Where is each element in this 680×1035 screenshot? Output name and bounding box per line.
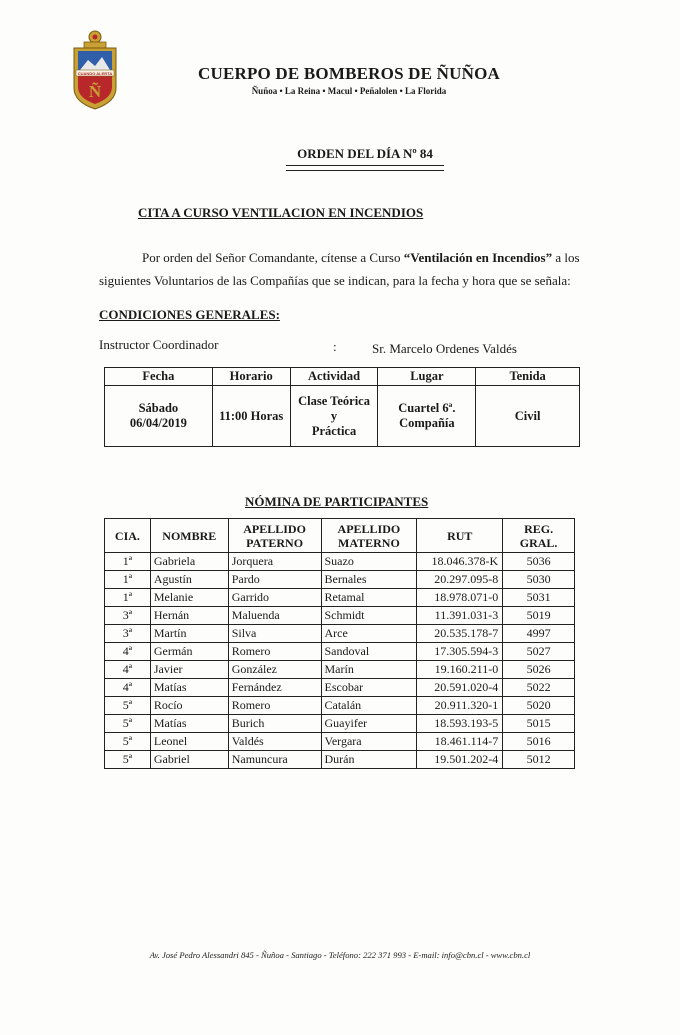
reg-gral-cell: 5020 (503, 697, 575, 715)
schedule-row (105, 386, 580, 447)
cia-cell: 5ª (105, 751, 151, 769)
reg-gral-cell: 5012 (503, 751, 575, 769)
header-paterno-line-2: PATERNO (246, 535, 304, 550)
rut-cell: 19.501.202-4 (417, 751, 503, 769)
nombre-cell: Gabriel (150, 751, 228, 769)
reg-gral-cell: 5031 (503, 589, 575, 607)
rut-cell: 20.911.320-1 (417, 697, 503, 715)
table-row (105, 697, 575, 715)
order-title-double-rule (286, 165, 444, 171)
nombre-cell: Agustín (150, 571, 228, 589)
header-apellido-paterno (228, 519, 321, 553)
subject-heading: CITA A CURSO VENTILACION EN INCENDIOS (138, 205, 424, 220)
cia-cell: 3ª (105, 625, 151, 643)
apellido-paterno-cell: Valdés (228, 733, 321, 751)
instructor-label: Instructor Coordinador (99, 337, 219, 352)
shield-emblem-icon (70, 26, 120, 110)
instructor-name: Sr. Marcelo Ordenes Valdés (372, 341, 517, 356)
header-reg-line-2: GRAL. (519, 535, 558, 550)
table-row (105, 643, 575, 661)
cia-cell: 1ª (105, 571, 151, 589)
apellido-materno-cell: Sandoval (321, 643, 417, 661)
nombre-cell: Leonel (150, 733, 228, 751)
table-row (105, 751, 575, 769)
reg-gral-cell: 5015 (503, 715, 575, 733)
schedule-lugar-cell (378, 386, 476, 447)
summons-line-1 (99, 246, 595, 269)
cia-cell: 4ª (105, 643, 151, 661)
logo-banner-text: CUANDO ALERTA (77, 71, 113, 76)
apellido-materno-cell: Durán (321, 751, 417, 769)
table-row (105, 589, 575, 607)
apellido-paterno-cell: Romero (228, 643, 321, 661)
cia-cell: 3ª (105, 607, 151, 625)
nombre-cell: Matías (150, 715, 228, 733)
apellido-materno-cell: Escobar (321, 679, 417, 697)
reg-gral-cell: 5016 (503, 733, 575, 751)
apellido-materno-cell: Retamal (321, 589, 417, 607)
header-materno-line-1: APELLIDO (337, 521, 401, 536)
rut-cell: 20.591.020-4 (417, 679, 503, 697)
apellido-paterno-cell: Burich (228, 715, 321, 733)
table-row (105, 607, 575, 625)
apellido-paterno-cell: Namuncura (228, 751, 321, 769)
rut-cell: 19.160.211-0 (417, 661, 503, 679)
participants-heading: NÓMINA DE PARTICIPANTES (245, 494, 429, 509)
schedule-header-row (105, 368, 580, 386)
schedule-fecha-cell (105, 386, 213, 447)
rut-cell: 20.297.095-8 (417, 571, 503, 589)
rut-cell: 18.593.193-5 (417, 715, 503, 733)
participants-body (105, 553, 575, 769)
table-row (105, 679, 575, 697)
participants-header-row (105, 519, 575, 553)
fire-department-logo (70, 26, 120, 110)
header-materno-line-2: MATERNO (338, 535, 400, 550)
course-name: “Ventilación en Incendios” (403, 250, 553, 265)
nombre-cell: Rocío (150, 697, 228, 715)
participants-table (104, 518, 575, 769)
schedule-lugar-line-2: Compañía (399, 416, 455, 430)
reg-gral-cell: 5022 (503, 679, 575, 697)
reg-gral-cell: 5019 (503, 607, 575, 625)
nombre-cell: Martín (150, 625, 228, 643)
rut-cell: 18.461.114-7 (417, 733, 503, 751)
apellido-materno-cell: Arce (321, 625, 417, 643)
header-reg-line-1: REG. (524, 521, 554, 536)
table-row (105, 625, 575, 643)
schedule-header-horario: Horario (212, 368, 290, 386)
cia-cell: 5ª (105, 715, 151, 733)
cia-cell: 5ª (105, 733, 151, 751)
apellido-materno-cell: Guayifer (321, 715, 417, 733)
apellido-materno-cell: Catalán (321, 697, 417, 715)
schedule-header-actividad: Actividad (290, 368, 378, 386)
schedule-horario-cell: 11:00 Horas (212, 386, 290, 447)
table-row (105, 733, 575, 751)
summons-text-start: Por orden del Señor Comandante, cítense a Curso (142, 250, 404, 265)
table-row (105, 715, 575, 733)
header-reg-gral (503, 519, 575, 553)
order-title: ORDEN DEL DÍA Nº 84 (297, 146, 433, 161)
reg-gral-cell: 5026 (503, 661, 575, 679)
nombre-cell: Javier (150, 661, 228, 679)
reg-gral-cell: 4997 (503, 625, 575, 643)
apellido-paterno-cell: Jorquera (228, 553, 321, 571)
cia-cell: 1ª (105, 589, 151, 607)
nombre-cell: Matías (150, 679, 228, 697)
summons-paragraph (99, 246, 595, 292)
schedule-tenida-cell: Civil (476, 386, 580, 447)
schedule-header-fecha: Fecha (105, 368, 213, 386)
schedule-fecha-day: Sábado (138, 401, 179, 415)
cia-cell: 4ª (105, 661, 151, 679)
schedule-header-lugar: Lugar (378, 368, 476, 386)
schedule-fecha-date: 06/04/2019 (129, 416, 187, 430)
cia-cell: 1ª (105, 553, 151, 571)
table-row (105, 553, 575, 571)
nombre-cell: Germán (150, 643, 228, 661)
schedule-actividad-line-3: Práctica (311, 423, 357, 438)
header-cia: CIA. (105, 519, 151, 553)
apellido-paterno-cell: Fernández (228, 679, 321, 697)
apellido-paterno-cell: Silva (228, 625, 321, 643)
schedule-actividad-cell (290, 386, 378, 447)
nombre-cell: Gabriela (150, 553, 228, 571)
apellido-materno-cell: Vergara (321, 733, 417, 751)
table-row (105, 661, 575, 679)
logo-letter: Ñ (88, 82, 102, 101)
apellido-paterno-cell: Garrido (228, 589, 321, 607)
organization-communes: Ñuñoa • La Reina • Macul • Peñalolen • La Florida (251, 86, 447, 96)
rut-cell: 11.391.031-3 (417, 607, 503, 625)
apellido-materno-cell: Bernales (321, 571, 417, 589)
rut-cell: 20.535.178-7 (417, 625, 503, 643)
conditions-heading: CONDICIONES GENERALES: (99, 307, 280, 322)
schedule-lugar-line-1: Cuartel 6ª. (398, 401, 456, 415)
organization-title: CUERPO DE BOMBEROS DE ÑUÑOA (198, 64, 500, 83)
cia-cell: 5ª (105, 697, 151, 715)
header-apellido-materno (321, 519, 417, 553)
summons-line-2: siguientes Voluntarios de las Compañías que se indican, para la fecha y hora que se señala: (99, 273, 571, 288)
reg-gral-cell: 5036 (503, 553, 575, 571)
header-paterno-line-1: APELLIDO (243, 521, 306, 536)
apellido-paterno-cell: Romero (228, 697, 321, 715)
apellido-materno-cell: Suazo (321, 553, 417, 571)
nombre-cell: Melanie (150, 589, 228, 607)
apellido-materno-cell: Marín (321, 661, 417, 679)
reg-gral-cell: 5027 (503, 643, 575, 661)
schedule-table (104, 367, 580, 447)
table-row (105, 571, 575, 589)
cia-cell: 4ª (105, 679, 151, 697)
apellido-paterno-cell: Maluenda (228, 607, 321, 625)
schedule-actividad-line-1: Clase Teórica (298, 393, 370, 408)
summons-text-end: a los (552, 250, 580, 265)
rut-cell: 17.305.594-3 (417, 643, 503, 661)
rut-cell: 18.046.378-K (417, 553, 503, 571)
header-rut: RUT (417, 519, 503, 553)
rut-cell: 18.978.071-0 (417, 589, 503, 607)
header-nombre: NOMBRE (150, 519, 228, 553)
nombre-cell: Hernán (150, 607, 228, 625)
apellido-paterno-cell: Pardo (228, 571, 321, 589)
footer-address: Av. José Pedro Alessandri 845 - Ñuñoa - Santiago - Teléfono: 222 371 993 - E-mail: info@cbn.cl - www.cbn.cl (149, 950, 531, 960)
reg-gral-cell: 5030 (503, 571, 575, 589)
schedule-actividad-line-2: y (330, 408, 338, 423)
schedule-header-tenida: Tenida (476, 368, 580, 386)
instructor-colon: : (333, 339, 337, 354)
apellido-materno-cell: Schmidt (321, 607, 417, 625)
apellido-paterno-cell: González (228, 661, 321, 679)
